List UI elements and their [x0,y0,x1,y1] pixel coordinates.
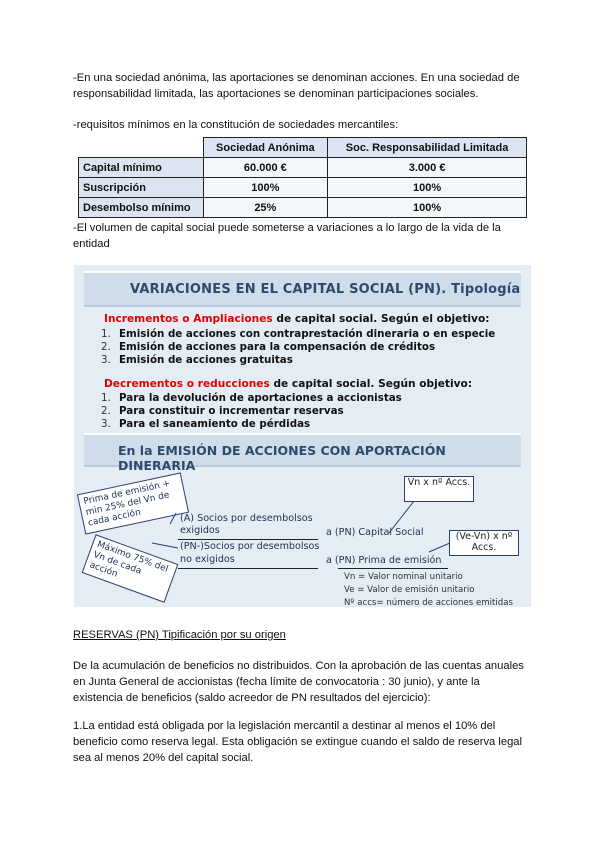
entry-a-line1: (A) Socios por desembolsos [180,513,313,524]
note-maximo: Máximo 75% del Vn de cada acción [82,534,179,603]
table-row [79,178,527,198]
entry-a-line2: exigidos [180,525,220,536]
slide-title: VARIACIONES EN EL CAPITAL SOCIAL (PN). Tipología [130,282,521,297]
formula-vevn-box: (Ve-Vn) x nº Accs. [449,530,519,556]
prima-underline [338,568,448,569]
intro-line-1: -En una sociedad anónima, las aportaciones se denominan acciones. En una sociedad de [73,72,520,84]
decrements-red-label: Decrementos o reducciones [104,378,270,390]
reservas-heading: RESERVAS (PN) Tipificación por su origen [73,629,286,641]
capital-variation-slide [74,265,531,607]
row-label: Capital mínimo [79,158,204,178]
variation-line-1: -El volumen de capital social puede someterse a variaciones a lo largo de la vida de la [73,222,501,234]
cell-srl: 3.000 € [328,158,527,178]
reservas-p1-line1: De la acumulación de beneficios no distribuidos. Con la aprobación de las cuentas anuales [73,660,524,672]
cell-srl: 100% [328,198,527,218]
reservas-p1-line3: existencia de beneficios (saldo acreedor de PN resultados del ejercicio): [73,692,431,704]
variation-line-2: entidad [73,238,110,250]
entry-pn-line1: (PN-)Socios por desembolsos [180,541,320,552]
table-header-row [79,138,527,158]
entry-pn-underline [178,568,318,569]
arrow-line-prima [170,513,176,524]
row-label: Suscripción [79,178,204,198]
requirements-table [78,137,527,218]
list-item: 1. Para la devolución de aportaciones a accionistas [101,392,402,404]
decrements-rest-label: de capital social. Según objetivo: [269,378,473,390]
arrow-line-maximo [152,543,178,548]
intro-line-2: responsabilidad limitada, las aportaciones se denominan participaciones sociales. [73,88,479,100]
formula-vn-box: Vn x nº Accs. [404,476,474,502]
table-header-srl: Soc. Responsabilidad Limitada [328,138,527,158]
list-item: 3. Emisión de acciones gratuitas [101,354,293,366]
legend-accs: Nº accs= número de acciones emitidas [344,598,514,607]
table-row [79,158,527,178]
cell-sa: 60.000 € [203,158,328,178]
entry-a-underline [178,539,318,540]
row-label: Desembolso mínimo [79,198,204,218]
credit-capital-social: a (PN) Capital Social [326,527,424,538]
list-item: 2. Para constituir o incrementar reservas [101,405,344,417]
cell-srl: 100% [328,178,527,198]
cell-sa: 100% [203,178,328,198]
reservas-p2-line3: sea al menos 20% del capital social. [73,752,254,764]
list-item: 2. Emisión de acciones para la compensación de créditos [101,341,436,353]
reservas-p1-line2: en Junta General de accionistas (fecha límite de convocatoria : 30 junio), y ante la [73,676,480,688]
arrow-line-vevn [429,543,450,552]
credit-prima-emision: a (PN) Prima de emisión [326,555,442,566]
reservas-p2-line1: 1.La entidad está obligada por la legislación mercantil a destinar al menos el 10% del [73,720,496,732]
table-corner [79,138,204,158]
table-header-sa: Sociedad Anónima [203,138,328,158]
requisitos-line: -requisitos mínimos en la constitución de sociedades mercantiles: [73,119,399,131]
legend-ve: Ve = Valor de emisión unitario [344,585,475,595]
emission-title: En la EMISIÓN DE ACCIONES CON APORTACIÓN DINERARIA [118,443,446,473]
reservas-p2-line2: beneficio como reserva legal. Esta obligación se extingue cuando el saldo de reserva legal [73,736,523,748]
cell-sa: 25% [203,198,328,218]
legend-vn: Vn = Valor nominal unitario [344,572,463,582]
increments-red-label: Incrementos o Ampliaciones [104,313,273,325]
increments-rest-label: de capital social. Según el objetivo: [272,313,490,325]
list-item: 1. Emisión de acciones con contraprestación dineraria o en especie [101,328,496,340]
table-row [79,198,527,218]
note-prima-emision: Prima de emisión + min 25% del Vn de cada acción [77,472,189,534]
entry-pn-line2: no exigidos [180,554,235,565]
list-item: 3. Para el saneamiento de pérdidas [101,418,311,430]
